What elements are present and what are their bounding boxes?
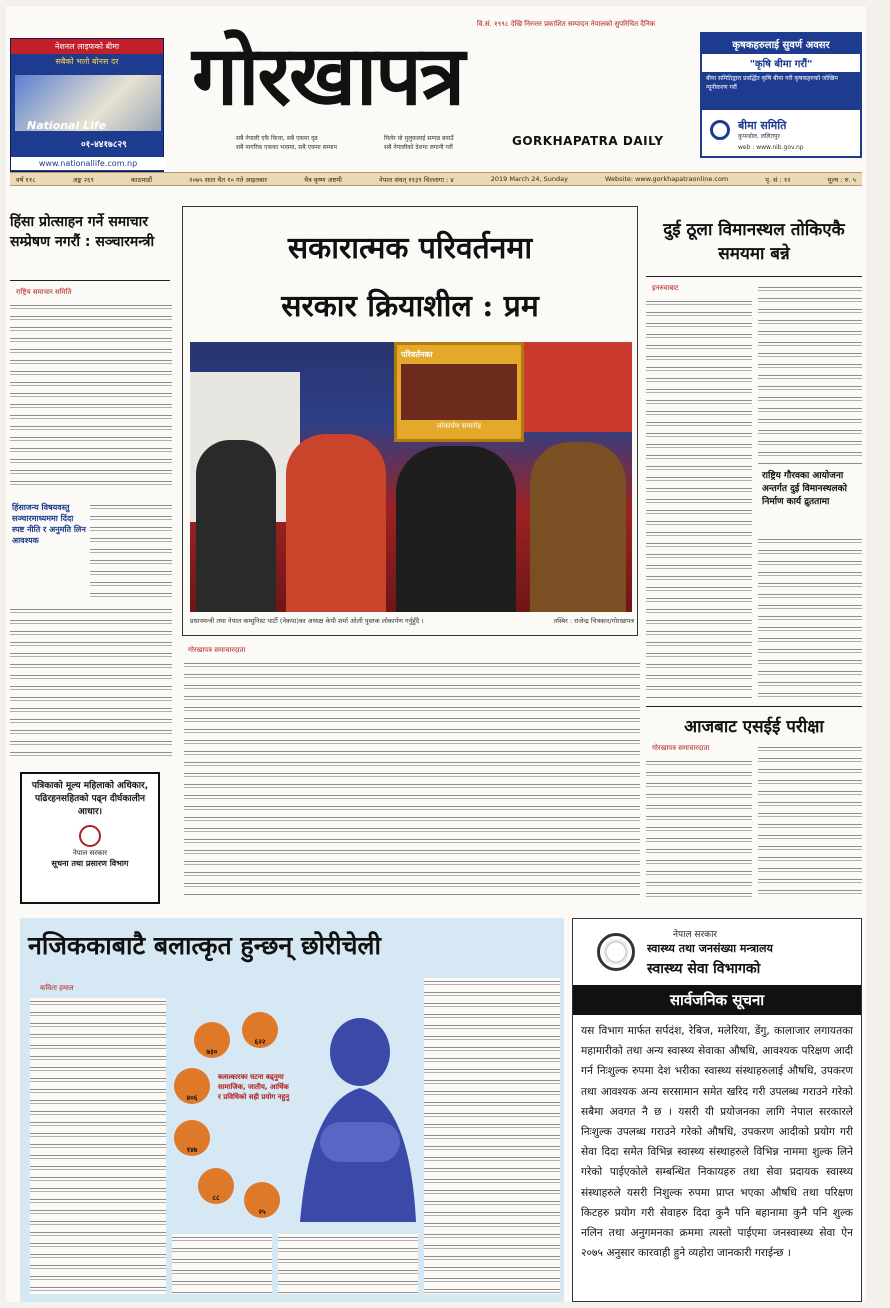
notice-department: स्वास्थ्य सेवा विभागको [647,961,761,977]
bottom-body-2 [172,1234,272,1294]
ad-left[interactable] [10,38,164,172]
dateline-item: मूल्य : रु. ५ [827,175,856,184]
stat-badge: ८८ [198,1168,234,1204]
lead-photo[interactable] [190,342,632,612]
ad-left-brand: National Life [27,119,107,132]
dateline-item: २०७५ साल चैत १० गते आइतबार [189,175,267,184]
ad-right-web: web : www.nib.gov.np [738,144,804,151]
stat-badge: ४०६ [174,1068,210,1104]
dateline-item: काठमाडौं [130,175,153,184]
ad-left-line1: नेशनल लाइफको बीमा [11,39,163,54]
notice-body: यस विभाग मार्फत सर्पदंश, रेबिज, मलेरिया, डेंगु, कालाजार लगायतका महामारीको तथा अन्य स्वास्थ्य सेवाका औषधि, आवश्यक परिक्षण आदी गर्न निःशुल्क रुपमा देश भरीका स्वास्थ्य संस्थाहरुलाई औषधि, उपकरण तथा आवश्यक अन्य सरसामान समेत खरिद गरी उपलब्ध गराउने गरेको सबैमा अवगत नै छ । यसरी यी प्रयोजनका लागि नेपाल सरकारले निःशुल्क उपलब्ध गराउने गरेको औषधि, उपकरण आदीको प्रयोग गरी सेवा दिदा समेत विभिन्न स्वास्थ्य संस्थाहरुले विभिन्न नाममा शुल्क लिने गरेको पाईएकोले सम्बन्धित निकायहरु तथा सेवा प्रदायक स्वास्थ्य संस्थाहरुले यसरी निशुल्क रुपमा प्राप्त भएका औषधि तथा परिक्षण किटहरु प्रयोग गरी सेवाहरु दिदा कुनै पनि बहानामा कुनै पनि शुल्क नलिन तथा अनुगमनका क्रममा त्यस्तो पाईएमा जनस्वास्थ्य सेवा ऐन २०७५ अनुसार कारवाही हुने व्यहोरा जानकारी गराईन्छ । [581,1025,853,1260]
motto-right-1: मिलेर यो मुलुकलाई सम्पन्न बनाउँ [384,135,454,142]
exam-headline[interactable]: आजबाट एसईई परीक्षा [684,717,824,737]
ad-right-body: बीमा समितिद्वारा प्रवर्द्धित कृषि बीमा गरी कृषकहरुको जोखिम न्यूनीकरण गरौं [702,72,860,110]
right-story-body-3 [758,536,862,698]
bottom-headline[interactable]: नजिककाबाटै बलात्कृत हुन्छन् छोरीचेली [28,931,381,960]
ad-left-url: www.nationallife.com.np [11,157,165,170]
dateline-item: चैत्र कृष्ण अष्टमी [304,175,342,184]
dateline-bar [10,172,862,186]
notice-emblem-icon [597,933,635,971]
right-sub-headline: राष्ट्रिय गौरवका आयोजना अन्तर्गत दुई विमानस्थलको निर्माण कार्य द्रुततामा [762,471,847,507]
lead-headline-1[interactable]: सकारात्मक परिवर्तनमा [287,231,533,266]
bottom-body-4 [424,978,560,1294]
newspaper-page [6,6,866,1302]
poster-sub: लोकार्पण समारोह [436,422,482,430]
public-notice[interactable] [572,918,862,1302]
right-story-headline[interactable]: दुई ठूला विमानस्थल तोकिएकै समयमा बन्ने [663,220,845,264]
notice-box [20,772,160,904]
bottom-body-3 [278,1234,418,1294]
poster-title: परिवर्तनका [401,350,433,359]
infographic [170,992,416,1230]
right-story-byline: इनरुवाबाट [652,284,679,292]
victim-figure-icon [300,1018,416,1222]
stat-badge: १४७ [174,1120,210,1156]
stat-badge: २५ [244,1182,280,1218]
left-story-headline[interactable]: हिंसा प्रोत्साहन गर्ने समाचार सम्प्रेषण नगरौं : सञ्चारमन्त्री [10,214,155,250]
dateline-item: 2019 March 24, Sunday [490,175,568,183]
notice-text: पत्रिकाको मूल्य महिलाको अधिकार, पढिरहनसहितको पढ्न दीर्घकालीन आधार। [31,781,149,817]
stat-badge: ६२२ [242,1012,278,1048]
dateline-item: नेपाल संवत् ११३९ चिल्लागा : ४ [379,175,454,184]
notice-dept: सूचना तथा प्रसारण विभाग [51,859,129,868]
motto-left-2: सबै नागरिक एकका भावमा, सबै एकमा सम्मान [236,144,337,151]
exam-body [646,758,752,900]
bottom-byline: कविता हमाल [40,984,74,992]
dateline-item: अङ्क २६९ [72,175,94,184]
stat-center-label: बलात्कारका घटना बढ्नुमा सामाजिक, जातीय, आर्थिक र प्रविधिको सही प्रयोग नहुनु [218,1073,290,1101]
ad-right-org: बीमा समिति [738,119,787,132]
lead-byline: गोरखापत्र समाचारदाता [188,646,246,654]
notice-gov: नेपाल सरकार [673,930,718,940]
notice-title: सार्वजनिक सूचना [573,985,861,1015]
lead-body [184,660,640,896]
poster-card [394,342,524,442]
exam-body-2 [758,744,862,900]
masthead-subtitle: GORKHAPATRA DAILY [512,134,664,148]
dateline-item: Website: www.gorkhapatraonline.com [604,175,729,183]
left-story-body-2 [90,502,172,598]
ad-right-tagline: "कृषि बीमा गरौं" [702,54,860,72]
dateline-item: वर्ष ११८ [16,175,36,184]
left-story-body-3 [10,606,172,762]
ad-right-address: कुपन्डोल, ललितपुर [738,133,780,140]
notice-org: नेपाल सरकार [72,849,108,857]
masthead-title: गोरखापत्र [192,28,464,124]
bottom-body-1 [30,998,166,1294]
ad-right-logo-icon [710,120,730,140]
right-story-body [646,298,752,698]
dateline-item: पृ. सं : १२ [765,175,791,184]
notice-emblem-icon [79,825,101,847]
photo-caption: प्रधानमन्त्री तथा नेपाल कम्युनिस्ट पार्टी (नेकपा)का अध्यक्ष केपी शर्मा ओली पुस्तक लोकार्पण गर्नुहुँदै । [190,617,424,625]
exam-byline: गोरखापत्र समाचारदाता [652,744,710,752]
left-story-body [10,302,172,492]
ad-left-phone: ०१-४४१७८२९ [81,140,127,150]
ad-right-headline: कृषकहरुलाई सुवर्ण अवसर [702,34,860,54]
left-story-byline: राष्ट्रिय समाचार समिति [16,288,72,296]
photo-credit: तस्बिर : राजेन्द्र चित्रकार/गोरखापत्र [553,617,634,625]
motto-right-2: सबै नेपालीको देशमा लगानी गरौं [384,144,453,151]
motto-left-1: सबै नेपाली एकै कित्ता, सबै एकमा दृढ [236,135,318,142]
lead-headline-2[interactable]: सरकार क्रियाशील : प्रम [281,289,539,324]
stat-badge: ७३० [194,1022,230,1058]
top-strip: वि.सं. १९९८ देखि निरन्तर प्रकाशित सम्पादन नेपालको सुपरिचित दैनिक [476,20,656,28]
ad-right[interactable] [700,32,862,158]
ad-left-line2: सबैको भलो बोनस दर [55,57,119,66]
left-sub-headline: हिंसाजन्य विषयवस्तु सञ्चारमाध्यममा दिंदा स्पष्ट नीति र अनुमति लिन आवश्यक [12,503,86,545]
notice-ministry: स्वास्थ्य तथा जनसंख्या मन्त्रालय [647,942,773,955]
right-story-body-2 [758,284,862,464]
